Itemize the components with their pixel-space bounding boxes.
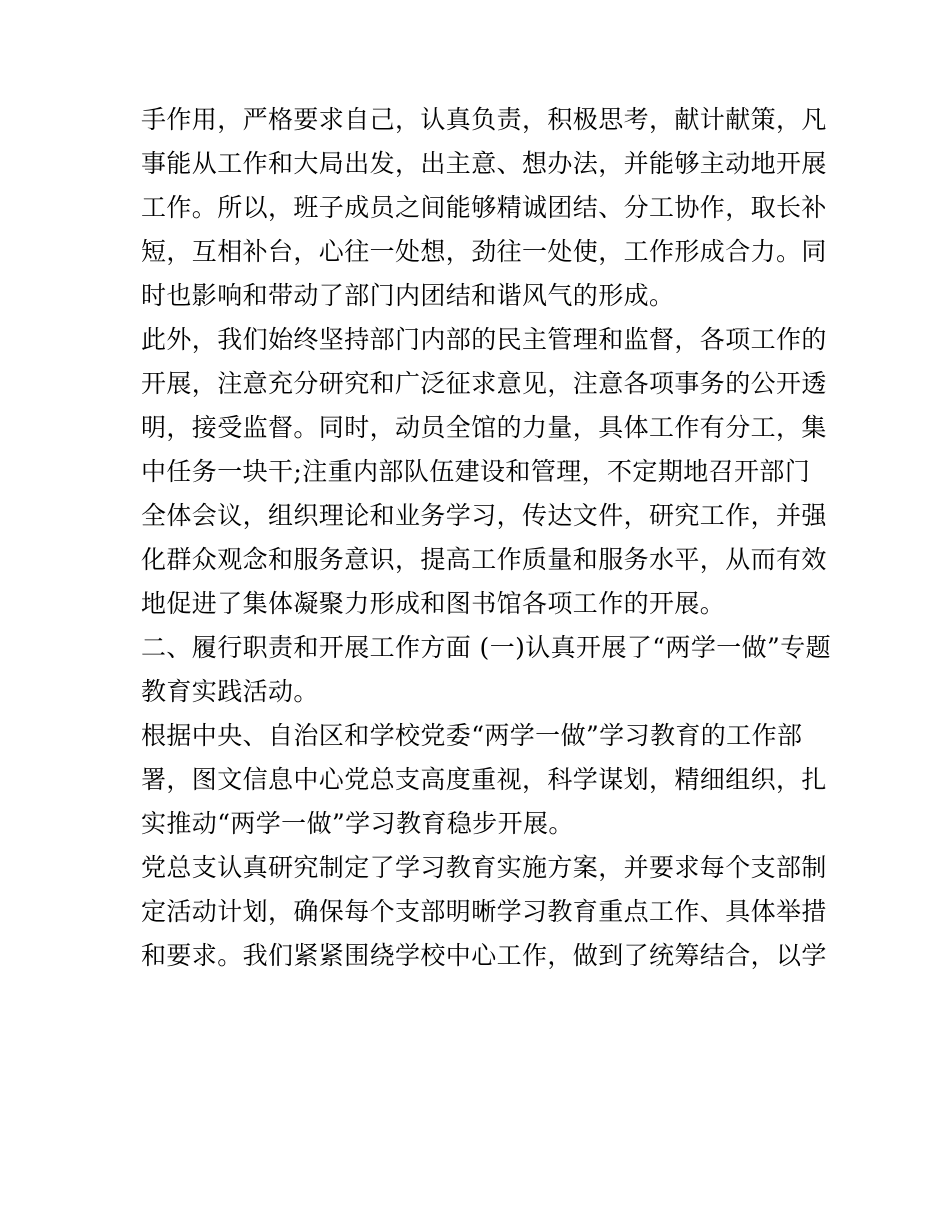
text-line: 和要求。我们紧紧围绕学校中心工作，做到了统筹结合，以学 [141, 941, 827, 970]
text-line: 署，图文信息中心党总支高度重视，科学谋划，精细组织，扎 [141, 765, 827, 794]
text-line: 教育实践活动。 [141, 677, 319, 706]
text-line: 明，接受监督。同时，动员全馆的力量，具体工作有分工，集 [141, 413, 827, 442]
text-line: 事能从工作和大局出发，出主意、想办法，并能够主动地开展 [141, 149, 827, 178]
text-line: 开展，注意充分研究和广泛征求意见，注意各项事务的公开透 [141, 369, 827, 398]
text-line: 根据中央、自治区和学校党委“两学一做”学习教育的工作部 [141, 721, 803, 750]
text-line: 化群众观念和服务意识，提高工作质量和服务水平，从而有效 [141, 545, 827, 574]
text-line: 中任务一块干;注重内部队伍建设和管理，不定期地召开部门 [141, 457, 811, 486]
text-line: 工作。所以，班子成员之间能够精诚团结、分工协作，取长补 [141, 193, 827, 222]
text-line: 短，互相补台，心往一处想，劲往一处使，工作形成合力。同 [141, 237, 827, 266]
text-line: 全体会议，组织理论和业务学习，传达文件，研究工作，并强 [141, 501, 827, 530]
text-line: 实推动“两学一做”学习教育稳步开展。 [141, 809, 574, 838]
section-heading: 二、履行职责和开展工作方面 (一)认真开展了“两学一做”专题 [141, 633, 832, 662]
document-body [141, 98, 832, 978]
text-line: 地促进了集体凝聚力形成和图书馆各项工作的开展。 [141, 589, 726, 618]
text-line: 时也影响和带动了部门内团结和谐风气的形成。 [141, 281, 675, 310]
text-line: 党总支认真研究制定了学习教育实施方案，并要求每个支部制 [141, 853, 827, 882]
text-line: 手作用，严格要求自己，认真负责，积极思考，献计献策，凡 [141, 105, 827, 134]
text-line: 此外，我们始终坚持部门内部的民主管理和监督，各项工作的 [141, 325, 827, 354]
text-line: 定活动计划，确保每个支部明晰学习教育重点工作、具体举措 [141, 897, 827, 926]
